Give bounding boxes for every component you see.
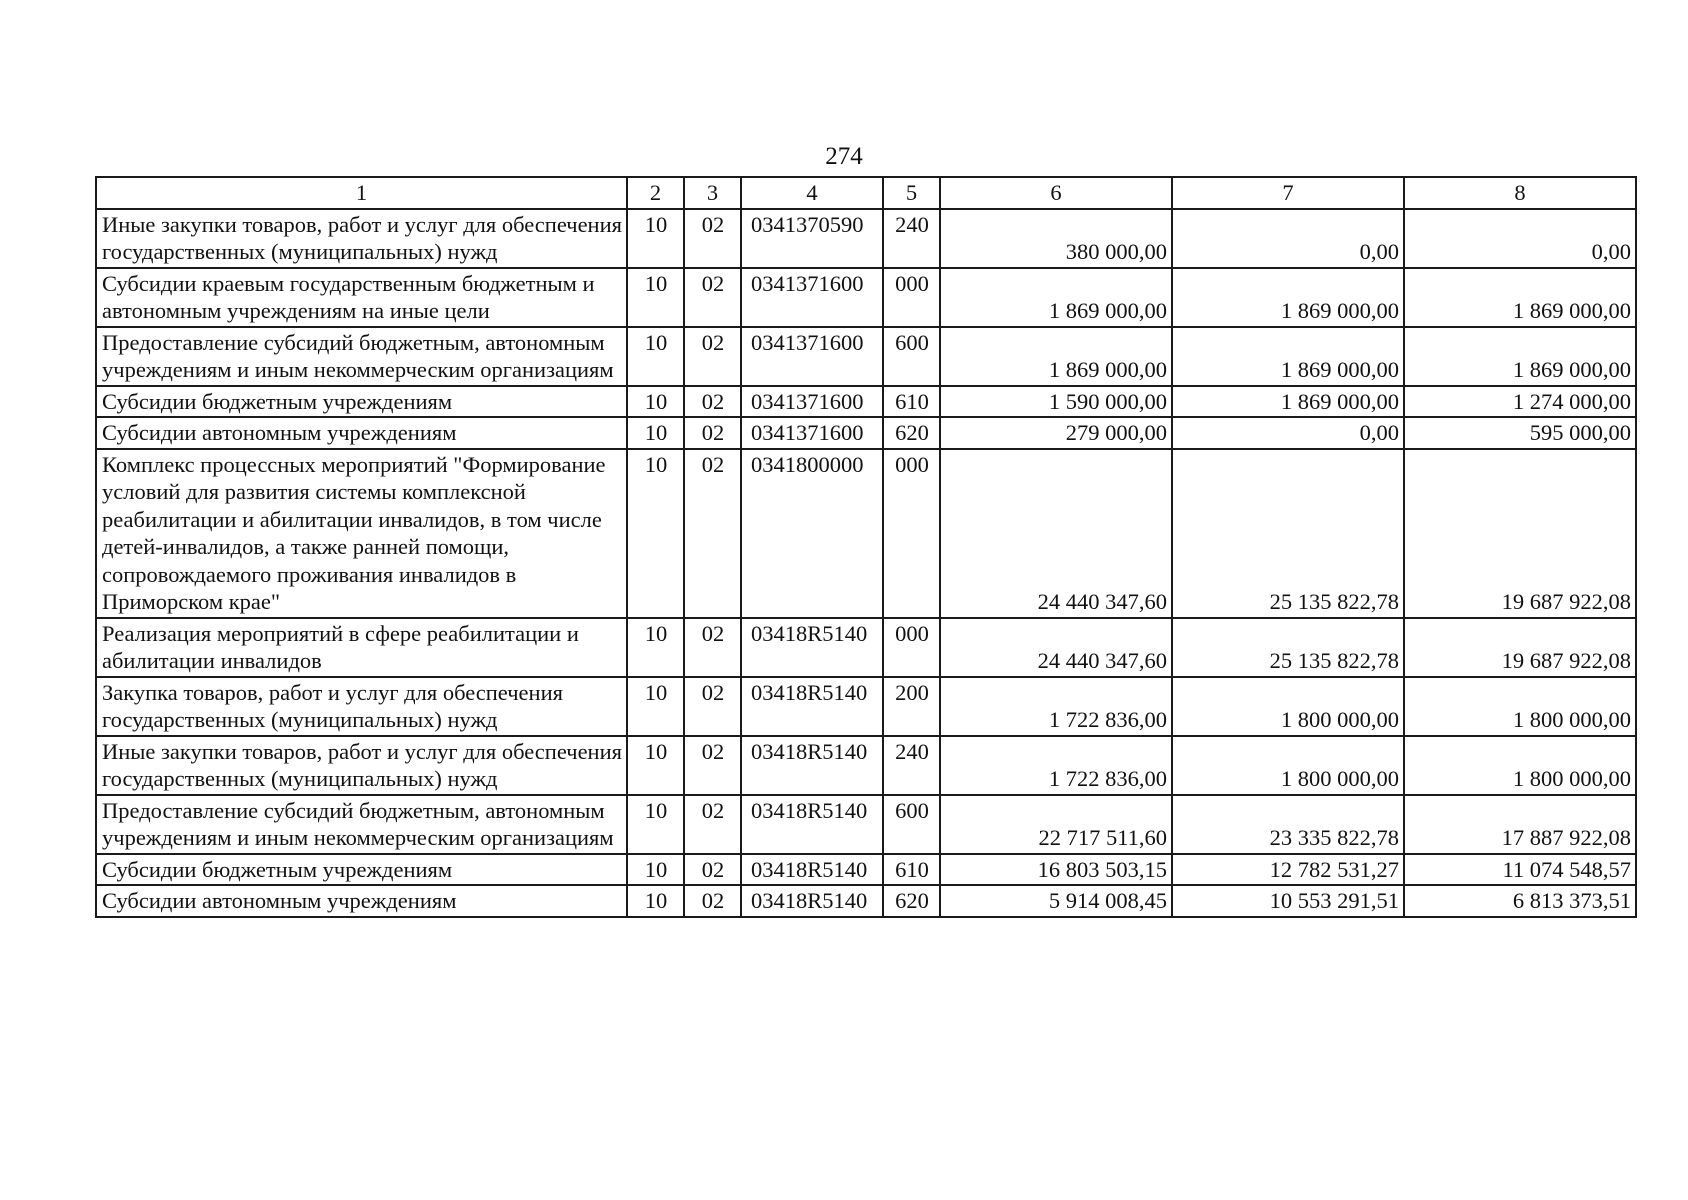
row-name: Закупка товаров, работ и услуг для обеспечения государственных (муниципальных) нужд <box>96 677 627 736</box>
amount-col-7: 0,00 <box>1172 209 1404 268</box>
target-article-code: 0341371600 <box>741 417 883 449</box>
row-name: Субсидии бюджетным учреждениям <box>96 854 627 886</box>
table-row <box>96 449 1636 618</box>
amount-col-6: 1 722 836,00 <box>940 677 1172 736</box>
amount-col-6: 1 869 000,00 <box>940 268 1172 327</box>
subsection-code: 02 <box>684 795 741 854</box>
subsection-code: 02 <box>684 736 741 795</box>
subsection-code: 02 <box>684 209 741 268</box>
section-code: 10 <box>627 327 684 386</box>
expense-type-code: 000 <box>883 618 940 677</box>
amount-col-8: 0,00 <box>1404 209 1636 268</box>
amount-col-7: 23 335 822,78 <box>1172 795 1404 854</box>
amount-col-8: 6 813 373,51 <box>1404 885 1636 917</box>
table-row <box>96 209 1636 268</box>
target-article-code: 03418R5140 <box>741 885 883 917</box>
amount-col-7: 1 869 000,00 <box>1172 386 1404 418</box>
column-header-2: 2 <box>627 177 684 209</box>
row-name: Субсидии автономным учреждениям <box>96 885 627 917</box>
section-code: 10 <box>627 736 684 795</box>
amount-col-6: 5 914 008,45 <box>940 885 1172 917</box>
target-article-code: 0341371600 <box>741 268 883 327</box>
amount-col-6: 24 440 347,60 <box>940 449 1172 618</box>
amount-col-7: 25 135 822,78 <box>1172 618 1404 677</box>
amount-col-8: 1 274 000,00 <box>1404 386 1636 418</box>
column-header-3: 3 <box>684 177 741 209</box>
amount-col-7: 25 135 822,78 <box>1172 449 1404 618</box>
row-name: Субсидии бюджетным учреждениям <box>96 386 627 418</box>
column-header-7: 7 <box>1172 177 1404 209</box>
amount-col-8: 19 687 922,08 <box>1404 618 1636 677</box>
expense-type-code: 200 <box>883 677 940 736</box>
amount-col-7: 1 869 000,00 <box>1172 268 1404 327</box>
subsection-code: 02 <box>684 885 741 917</box>
amount-col-8: 1 800 000,00 <box>1404 736 1636 795</box>
column-header-8: 8 <box>1404 177 1636 209</box>
table-row <box>96 736 1636 795</box>
table-row <box>96 618 1636 677</box>
expense-type-code: 600 <box>883 795 940 854</box>
row-name: Реализация мероприятий в сфере реабилитации и абилитации инвалидов <box>96 618 627 677</box>
column-header-5: 5 <box>883 177 940 209</box>
expense-type-code: 620 <box>883 885 940 917</box>
target-article-code: 03418R5140 <box>741 854 883 886</box>
amount-col-8: 11 074 548,57 <box>1404 854 1636 886</box>
amount-col-6: 1 869 000,00 <box>940 327 1172 386</box>
target-article-code: 0341371600 <box>741 327 883 386</box>
section-code: 10 <box>627 885 684 917</box>
budget-table <box>95 176 1637 918</box>
amount-col-6: 380 000,00 <box>940 209 1172 268</box>
subsection-code: 02 <box>684 417 741 449</box>
amount-col-8: 17 887 922,08 <box>1404 795 1636 854</box>
expense-type-code: 240 <box>883 736 940 795</box>
amount-col-6: 1 722 836,00 <box>940 736 1172 795</box>
table-row <box>96 417 1636 449</box>
column-header-1: 1 <box>96 177 627 209</box>
amount-col-8: 1 800 000,00 <box>1404 677 1636 736</box>
row-name: Иные закупки товаров, работ и услуг для обеспечения государственных (муниципальных) нужд <box>96 736 627 795</box>
target-article-code: 0341800000 <box>741 449 883 618</box>
amount-col-6: 279 000,00 <box>940 417 1172 449</box>
subsection-code: 02 <box>684 449 741 618</box>
target-article-code: 0341370590 <box>741 209 883 268</box>
section-code: 10 <box>627 386 684 418</box>
table-row <box>96 268 1636 327</box>
section-code: 10 <box>627 795 684 854</box>
row-name: Субсидии автономным учреждениям <box>96 417 627 449</box>
table-row <box>96 854 1636 886</box>
amount-col-6: 24 440 347,60 <box>940 618 1172 677</box>
amount-col-6: 1 590 000,00 <box>940 386 1172 418</box>
table-row <box>96 885 1636 917</box>
section-code: 10 <box>627 618 684 677</box>
target-article-code: 0341371600 <box>741 386 883 418</box>
row-name: Предоставление субсидий бюджетным, автономным учреждениям и иным некоммерческим организациям <box>96 327 627 386</box>
table-row <box>96 795 1636 854</box>
amount-col-8: 1 869 000,00 <box>1404 268 1636 327</box>
subsection-code: 02 <box>684 268 741 327</box>
section-code: 10 <box>627 417 684 449</box>
amount-col-6: 22 717 511,60 <box>940 795 1172 854</box>
section-code: 10 <box>627 677 684 736</box>
section-code: 10 <box>627 268 684 327</box>
expense-type-code: 240 <box>883 209 940 268</box>
amount-col-7: 1 800 000,00 <box>1172 736 1404 795</box>
amount-col-8: 19 687 922,08 <box>1404 449 1636 618</box>
row-name: Комплекс процессных мероприятий "Формирование условий для развития системы комплексной реабилитации и абилитации инвалидов, в том числе детей-инвалидов, а также ранней помощи, сопровождаемого проживания инвалидов в Приморском крае" <box>96 449 627 618</box>
target-article-code: 03418R5140 <box>741 618 883 677</box>
table-row <box>96 677 1636 736</box>
row-name: Иные закупки товаров, работ и услуг для обеспечения государственных (муниципальных) нужд <box>96 209 627 268</box>
amount-col-7: 1 869 000,00 <box>1172 327 1404 386</box>
expense-type-code: 620 <box>883 417 940 449</box>
table-row <box>96 327 1636 386</box>
target-article-code: 03418R5140 <box>741 736 883 795</box>
header-row <box>96 177 1636 209</box>
section-code: 10 <box>627 209 684 268</box>
amount-col-8: 1 869 000,00 <box>1404 327 1636 386</box>
section-code: 10 <box>627 854 684 886</box>
expense-type-code: 000 <box>883 449 940 618</box>
amount-col-6: 16 803 503,15 <box>940 854 1172 886</box>
expense-type-code: 610 <box>883 386 940 418</box>
subsection-code: 02 <box>684 854 741 886</box>
amount-col-7: 1 800 000,00 <box>1172 677 1404 736</box>
amount-col-8: 595 000,00 <box>1404 417 1636 449</box>
amount-col-7: 10 553 291,51 <box>1172 885 1404 917</box>
table-row <box>96 386 1636 418</box>
amount-col-7: 0,00 <box>1172 417 1404 449</box>
row-name: Предоставление субсидий бюджетным, автономным учреждениям и иным некоммерческим организациям <box>96 795 627 854</box>
target-article-code: 03418R5140 <box>741 795 883 854</box>
section-code: 10 <box>627 449 684 618</box>
row-name: Субсидии краевым государственным бюджетным и автономным учреждениям на иные цели <box>96 268 627 327</box>
expense-type-code: 000 <box>883 268 940 327</box>
page-number: 274 <box>825 143 863 170</box>
amount-col-7: 12 782 531,27 <box>1172 854 1404 886</box>
target-article-code: 03418R5140 <box>741 677 883 736</box>
subsection-code: 02 <box>684 327 741 386</box>
subsection-code: 02 <box>684 386 741 418</box>
subsection-code: 02 <box>684 618 741 677</box>
column-header-6: 6 <box>940 177 1172 209</box>
expense-type-code: 600 <box>883 327 940 386</box>
subsection-code: 02 <box>684 677 741 736</box>
column-header-4: 4 <box>741 177 883 209</box>
expense-type-code: 610 <box>883 854 940 886</box>
